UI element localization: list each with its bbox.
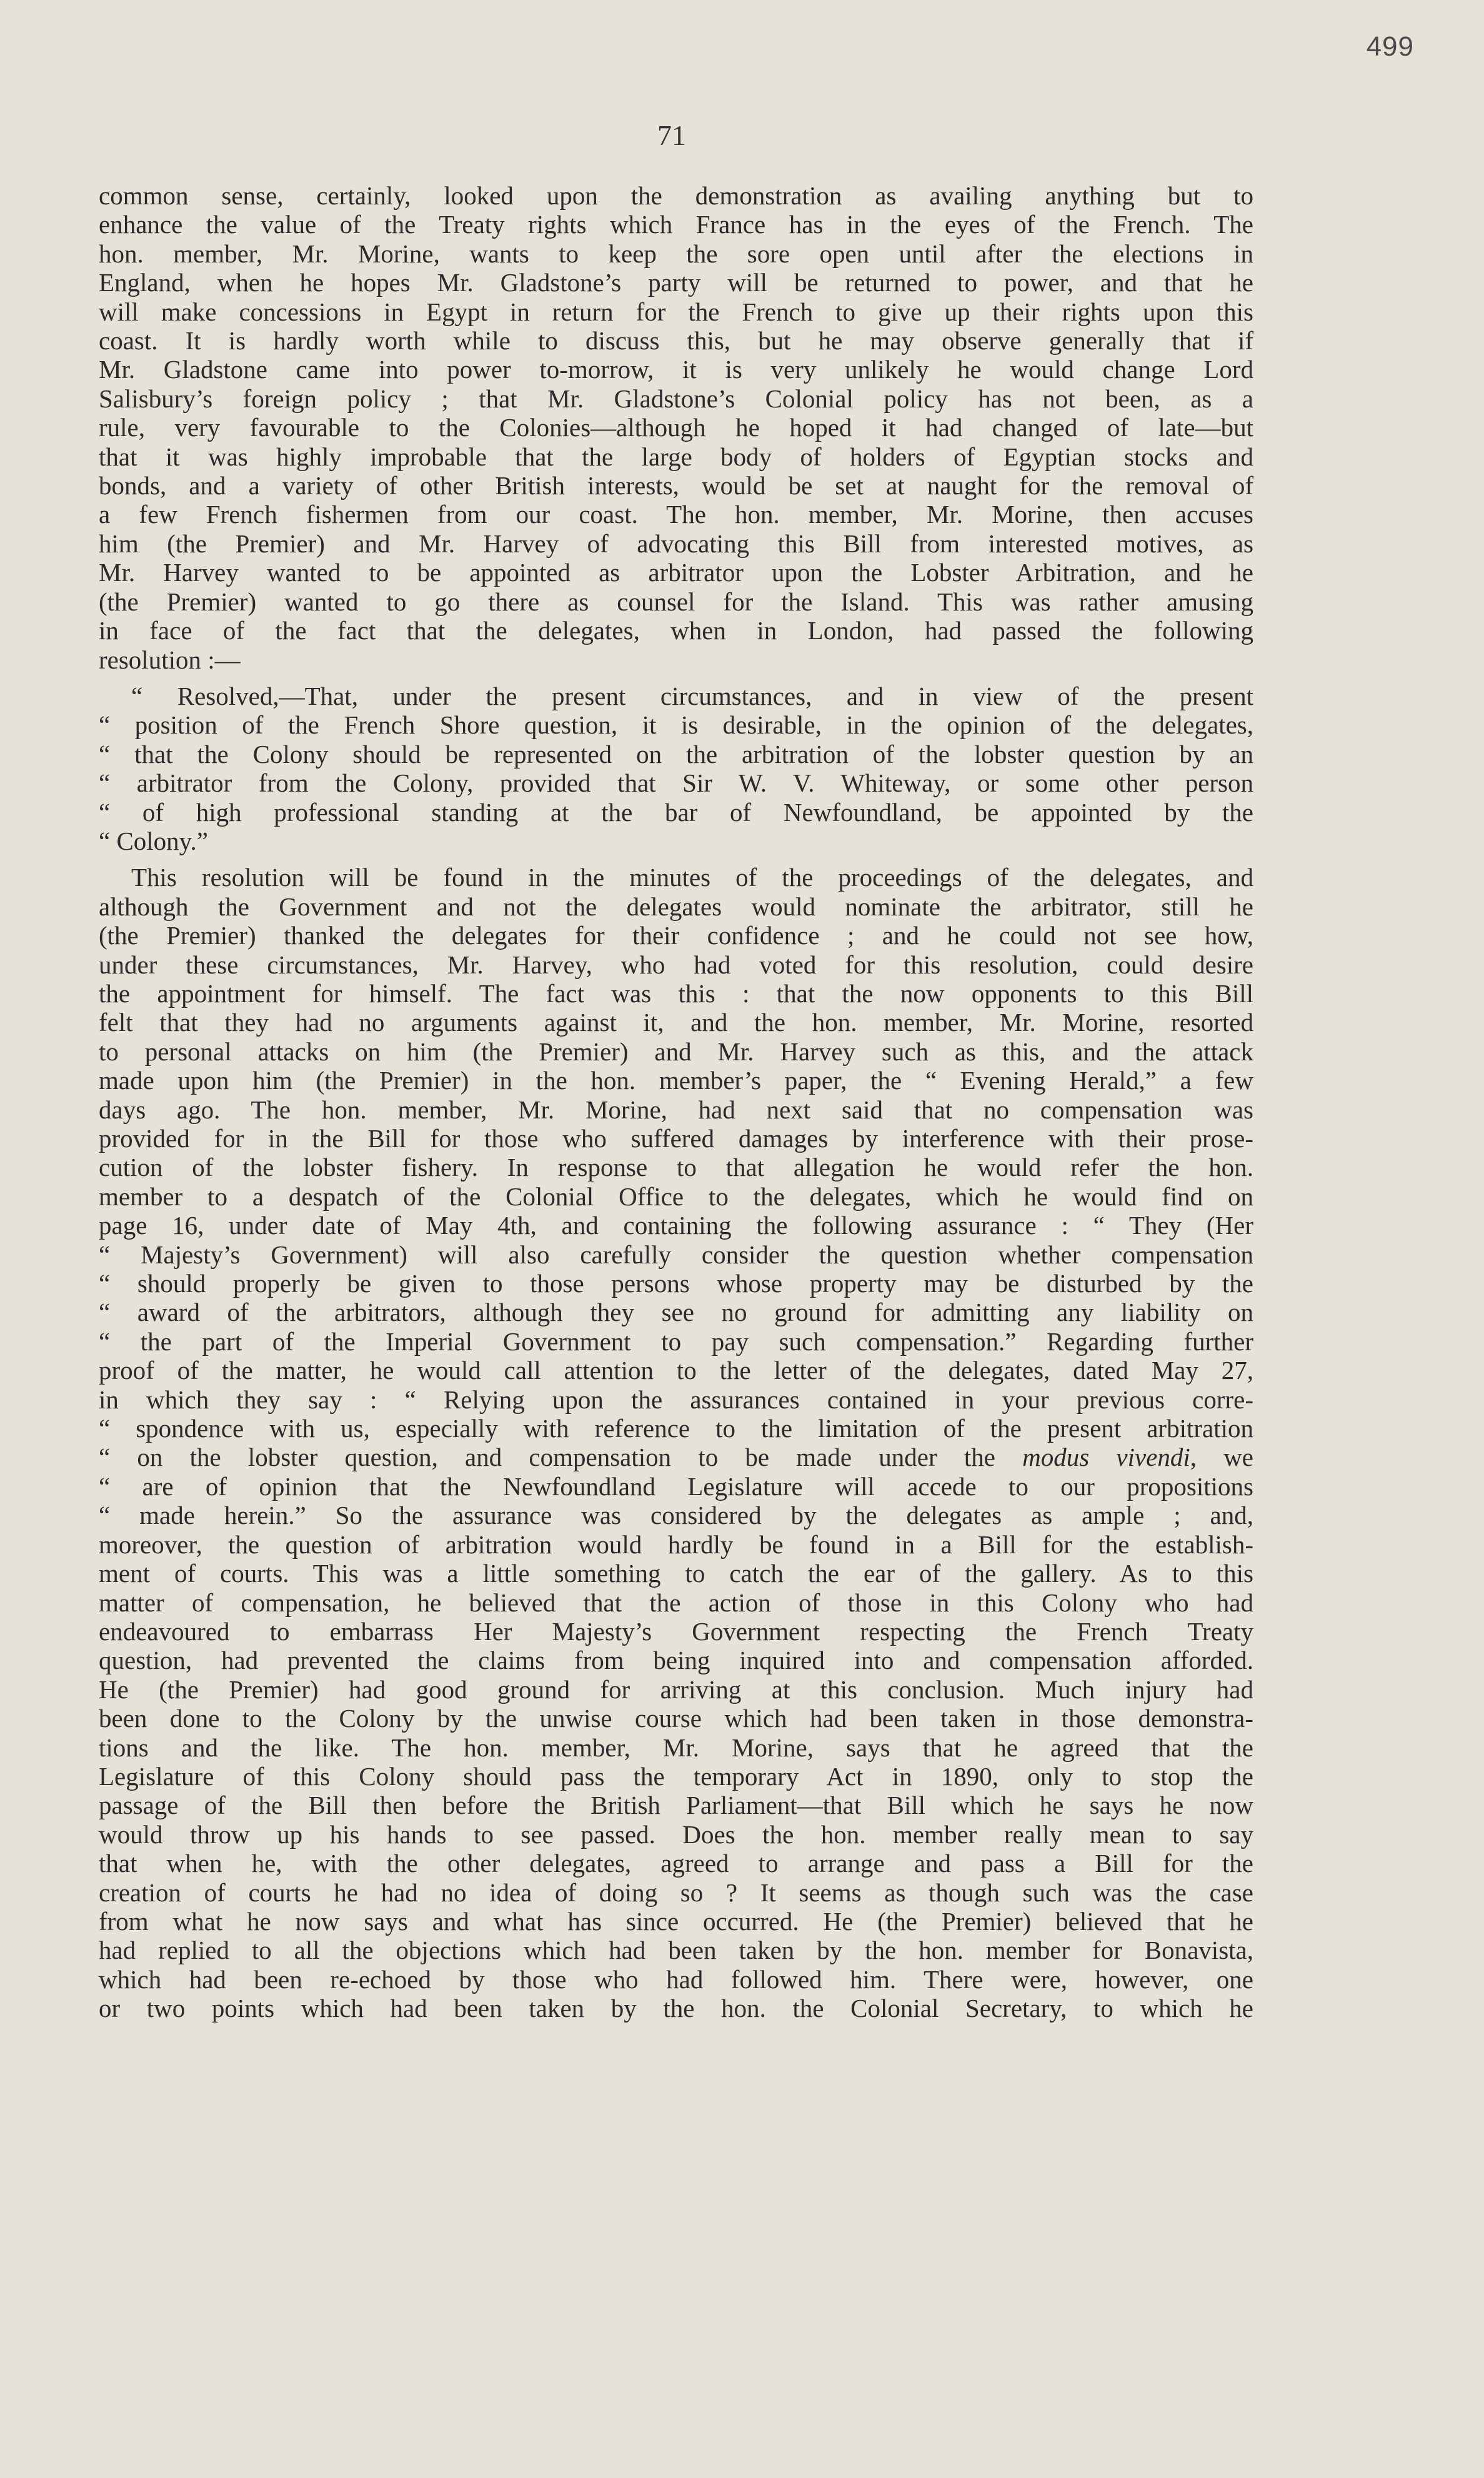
text-line: England, when he hopes Mr. Gladstone’s party will be returned to power, and that he: [99, 268, 1253, 297]
text-line: proof of the matter, he would call attention to the letter of the delegates, dated May 27,: [99, 1356, 1253, 1385]
text-line: been done to the Colony by the unwise course which had been taken in those demonstra-: [99, 1704, 1253, 1733]
text-line: would throw up his hands to see passed. Does the hon. member really mean to say: [99, 1819, 1253, 1849]
italic-modus-vivendi: modus vivendi: [1022, 1443, 1190, 1472]
text-line: in which they say : “ Relying upon the assurances contained in your previous corre-: [99, 1385, 1253, 1414]
quote-line: “ position of the French Shore question, it is desirable, in the opinion of the delegates,: [99, 710, 1253, 740]
text-line: “ made herein.” So the assurance was considered by the delegates as ample ; and,: [99, 1501, 1253, 1530]
text-line: common sense, certainly, looked upon the demonstration as availing anything but to: [99, 181, 1253, 210]
text-line: question, had prevented the claims from being inquired into and compensation afforded.: [99, 1646, 1253, 1675]
text-line: resolution :—: [99, 645, 241, 674]
text-line: Legislature of this Colony should pass the temporary Act in 1890, only to stop the: [99, 1761, 1253, 1791]
text-line: provided for in the Bill for those who suffered damages by interference with their prose-: [99, 1124, 1253, 1153]
text-line: rule, very favourable to the Colonies—although he hoped it had changed of late—but: [99, 413, 1253, 442]
text-line: him (the Premier) and Mr. Harvey of advocating this Bill from interested motives, as: [99, 529, 1253, 558]
text-line: bonds, and a variety of other British interests, would be set at naught for the removal of: [99, 471, 1253, 500]
text-line: “ award of the arbitrators, although they see no ground for admitting any liability on: [99, 1298, 1253, 1327]
text-line: Mr. Gladstone came into power to-morrow, it is very unlikely he would change Lord: [99, 355, 1253, 384]
archive-page-number: 499: [1366, 31, 1414, 62]
text-line: “ are of opinion that the Newfoundland Legislature will accede to our propositions: [99, 1471, 1253, 1501]
text-line: under these circumstances, Mr. Harvey, who had voted for this resolution, could desire: [99, 950, 1253, 979]
text-line: enhance the value of the Treaty rights which France has in the eyes of the French. The: [99, 210, 1253, 239]
text-line: endeavoured to embarrass Her Majesty’s Government respecting the French Treaty: [99, 1616, 1253, 1646]
text-line: “ should properly be given to those persons whose property may be disturbed by the: [99, 1269, 1253, 1298]
text-line: (the Premier) thanked the delegates for their confidence ; and he could not see how,: [99, 921, 1253, 950]
text-line: had replied to all the objections which had been taken by the hon. member for Bonavista,: [99, 1936, 1253, 1965]
text-line: days ago. The hon. member, Mr. Morine, had next said that no compensation was: [99, 1095, 1253, 1124]
text-line: ment of courts. This was a little something to catch the ear of the gallery. As to this: [99, 1559, 1253, 1588]
text-line: the appointment for himself. The fact was this : that the now opponents to this Bill: [99, 978, 1253, 1008]
text-segment: , we: [1190, 1443, 1253, 1472]
text-line: moreover, the question of arbitration would hardly be found in a Bill for the establish-: [99, 1530, 1253, 1559]
quote-line: “ of high professional standing at the bar of Newfoundland, be appointed by the: [99, 797, 1253, 827]
text-line: “ the part of the Imperial Government to pay such compensation.” Regarding further: [99, 1326, 1253, 1356]
text-line: to personal attacks on him (the Premier) and Mr. Harvey such as this, and the attack: [99, 1037, 1253, 1066]
text-line: that it was highly improbable that the large body of holders of Egyptian stocks and: [99, 442, 1253, 471]
quote-line: “ Colony.”: [99, 826, 208, 855]
text-line: which had been re-echoed by those who had followed him. There were, however, one: [99, 1964, 1253, 1994]
quote-line: “ that the Colony should be represented on the arbitration of the lobster question by an: [99, 739, 1253, 769]
text-line: made upon him (the Premier) in the hon. member’s paper, the “ Evening Herald,” a few: [99, 1066, 1253, 1095]
text-line: page 16, under date of May 4th, and containing the following assurance : “ They (Her: [99, 1211, 1253, 1240]
text-line: matter of compensation, he believed that the action of those in this Colony who had: [99, 1588, 1253, 1617]
text-line: that when he, with the other delegates, agreed to arrange and pass a Bill for the: [99, 1849, 1253, 1878]
text-line: This resolution will be found in the minutes of the proceedings of the delegates, and: [131, 863, 1253, 892]
text-line: a few French fishermen from our coast. The hon. member, Mr. Morine, then accuses: [99, 500, 1253, 529]
text-line: creation of courts he had no idea of doing so ? It seems as though such was the case: [99, 1878, 1253, 1907]
document-body: [99, 181, 1253, 2031]
quotation-resolution: [99, 682, 1253, 855]
quote-line: “ Resolved,—That, under the present circumstances, and in view of the present: [131, 681, 1253, 710]
text-line: passage of the Bill then before the British Parliament—that Bill which he says he now: [99, 1791, 1253, 1820]
text-line: Mr. Harvey wanted to be appointed as arbitrator upon the Lobster Arbitration, and he: [99, 558, 1253, 587]
text-line-modus-vivendi: [99, 1443, 1253, 1471]
text-line: “ Majesty’s Government) will also carefully consider the question whether compensation: [99, 1240, 1253, 1269]
text-line: (the Premier) wanted to go there as counsel for the Island. This was rather amusing: [99, 587, 1253, 616]
text-line: coast. It is hardly worth while to discuss this, but he may observe generally that if: [99, 326, 1253, 356]
page-number: 71: [657, 119, 686, 151]
text-line: or two points which had been taken by the hon. the Colonial Secretary, to which he: [99, 1994, 1253, 2023]
paragraph-1: [99, 181, 1253, 674]
text-line: will make concessions in Egypt in return for the French to give up their rights upon this: [99, 297, 1253, 326]
text-segment: “ on the lobster question, and compensation to be made under the: [99, 1443, 1023, 1472]
paragraph-2: [99, 863, 1253, 2023]
quote-line: “ arbitrator from the Colony, provided that Sir W. V. Whiteway, or some other person: [99, 769, 1253, 798]
text-line: cution of the lobster fishery. In response to that allegation he would refer the hon.: [99, 1153, 1253, 1182]
text-line: although the Government and not the delegates would nominate the arbitrator, still he: [99, 892, 1253, 921]
text-line: hon. member, Mr. Morine, wants to keep the sore open until after the elections in: [99, 239, 1253, 268]
text-line: “ spondence with us, especially with reference to the limitation of the present arbitration: [99, 1414, 1253, 1443]
text-line: tions and the like. The hon. member, Mr. Morine, says that he agreed that the: [99, 1733, 1253, 1762]
text-line: member to a despatch of the Colonial Office to the delegates, which he would find on: [99, 1182, 1253, 1211]
text-line: felt that they had no arguments against it, and the hon. member, Mr. Morine, resorted: [99, 1008, 1253, 1037]
text-line: Salisbury’s foreign policy ; that Mr. Gladstone’s Colonial policy has not been, as a: [99, 384, 1253, 413]
text-line: He (the Premier) had good ground for arriving at this conclusion. Much injury had: [99, 1674, 1253, 1704]
text-line: from what he now says and what has since occurred. He (the Premier) believed that he: [99, 1906, 1253, 1936]
text-line: in face of the fact that the delegates, when in London, had passed the following: [99, 616, 1253, 645]
